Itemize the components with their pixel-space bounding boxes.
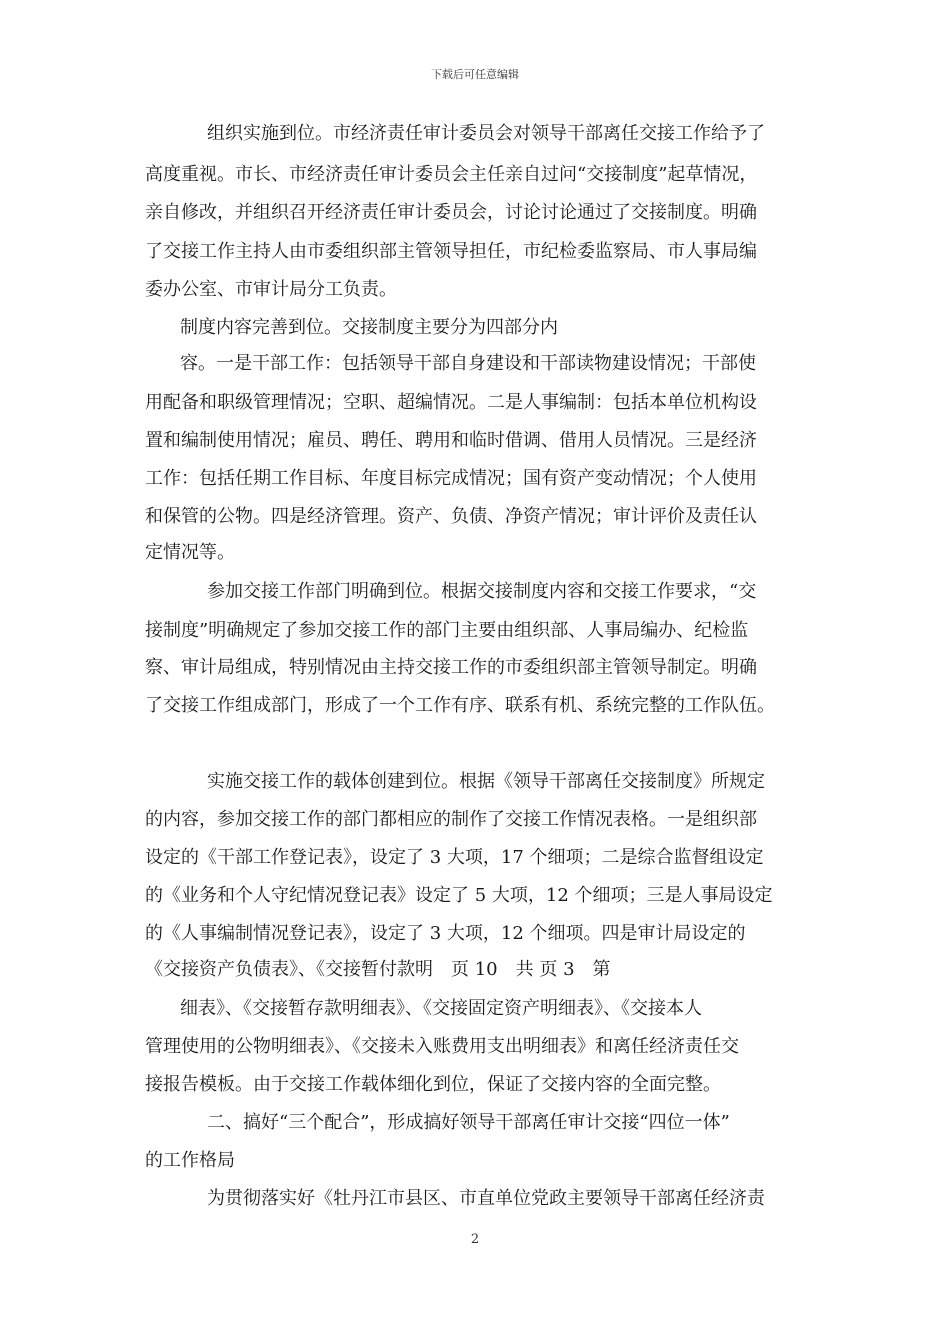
paragraph-line: 接制度”明确规定了参加交接工作的部门主要由组织部、人事局编办、纪检监 [145, 620, 749, 641]
paragraph-line: 和保管的公物。四是经济管理。资产、负债、净资产情况；审计评价及责任认 [145, 506, 757, 527]
paragraph-line: 细表》、《交接暂存款明细表》、《交接固定资产明细表》、《交接本人 [180, 998, 702, 1019]
paragraph-line: 了交接工作组成部门，形成了一个工作有序、联系有机、系统完整的工作队伍。 [145, 695, 775, 716]
paragraph-line: 亲自修改，并组织召开经济责任审计委员会，讨论讨论通过了交接制度。明确 [145, 202, 757, 223]
paragraph-line: 的内容，参加交接工作的部门都相应的制作了交接工作情况表格。一是组织部 [145, 809, 757, 830]
paragraph-line: 用配备和职级管理情况；空职、超编情况。二是人事编制：包括本单位机构设 [145, 392, 757, 413]
paragraph-line: 组织实施到位。市经济责任审计委员会对领导干部离任交接工作给予了 [207, 123, 765, 144]
paragraph-line: 察、审计局组成，特别情况由主持交接工作的市委组织部主管领导制定。明确 [145, 657, 757, 678]
paragraph-line: 了交接工作主持人由市委组织部主管领导担任，市纪检委监察局、市人事局编 [145, 241, 757, 262]
paragraph-line: 的《业务和个人守纪情况登记表》设定了 5 大项，12 个细项；三是人事局设定 [145, 885, 773, 906]
paragraph-line: 为贯彻落实好《牡丹江市县区、市直单位党政主要领导干部离任经济责 [207, 1188, 765, 1209]
paragraph-line: 接报告模板。由于交接工作载体细化到位，保证了交接内容的全面完整。 [145, 1074, 721, 1095]
paragraph-line: 容。一是干部工作：包括领导干部自身建设和干部读物建设情况；干部使 [180, 353, 756, 374]
paragraph-line: 实施交接工作的载体创建到位。根据《领导干部离任交接制度》所规定 [207, 771, 765, 792]
paragraph-line: 设定的《干部工作登记表》，设定了 3 大项，17 个细项；二是综合监督组设定 [145, 847, 764, 868]
paragraph-line: 管理使用的公物明细表》、《交接未入账费用支出明细表》和离任经济责任交 [145, 1036, 739, 1057]
paragraph-line: 工作：包括任期工作目标、年度目标完成情况；国有资产变动情况；个人使用 [145, 468, 757, 489]
paragraph-line: 的《人事编制情况登记表》，设定了 3 大项，12 个细项。四是审计局设定的 [145, 923, 746, 944]
paragraph-line: 制度内容完善到位。交接制度主要分为四部分内 [180, 317, 558, 338]
page-number: 2 [470, 1232, 480, 1247]
paragraph-line: 定情况等。 [145, 542, 235, 563]
paragraph-line: 委办公室、市审计局分工负责。 [145, 279, 397, 300]
section-heading: 二、搞好“三个配合”，形成搞好领导干部离任审计交接“四位一体” [207, 1112, 730, 1133]
paragraph-line: 置和编制使用情况；雇员、聘任、聘用和临时借调、借用人员情况。三是经济 [145, 430, 757, 451]
page-header: 下载后可任意编辑 [431, 68, 519, 81]
paragraph-line: 参加交接工作部门明确到位。根据交接制度内容和交接工作要求，“交 [207, 581, 757, 602]
paragraph-line: 高度重视。市长、市经济责任审计委员会主任亲自过问“交接制度”起草情况， [145, 164, 758, 185]
paragraph-line: 《交接资产负债表》、《交接暂付款明 页 10 共 页 3 第 [145, 959, 611, 980]
section-heading: 的工作格局 [145, 1150, 235, 1171]
